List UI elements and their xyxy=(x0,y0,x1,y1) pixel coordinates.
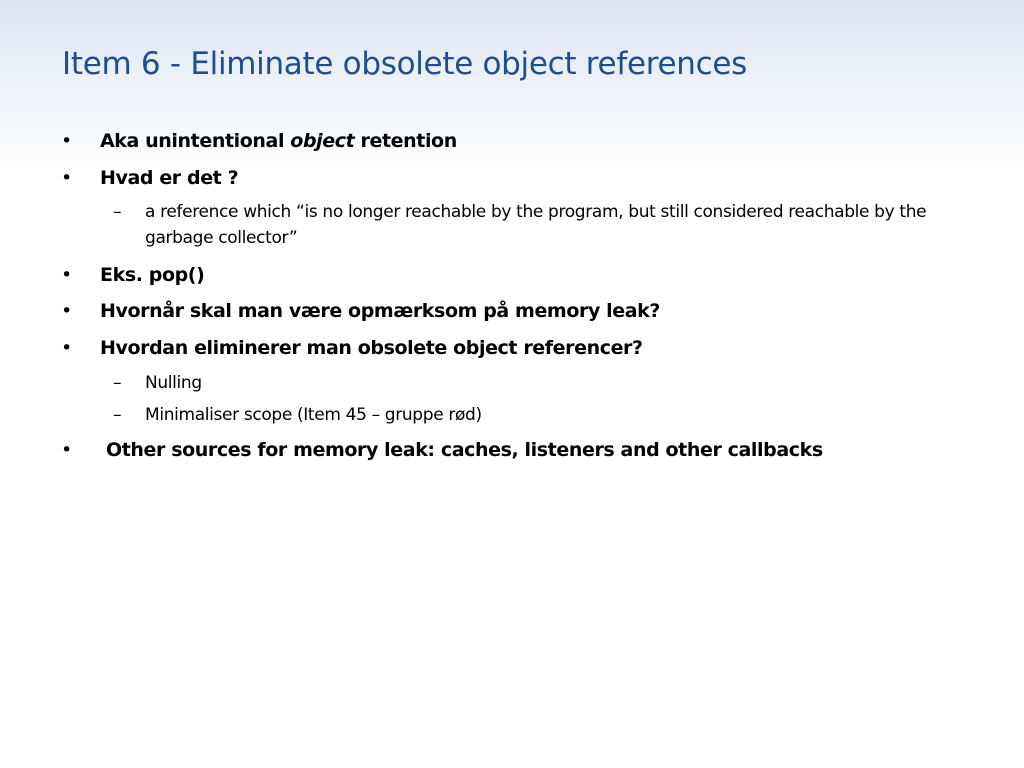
sub-bullet-text: a reference which “is no longer reachable by the program, but still considered reachable by the garbage collector” xyxy=(145,202,927,248)
bullet-text-part: Aka unintentional xyxy=(100,130,291,152)
sub-bullet-text: Minimaliser scope (Item 45 – gruppe rød) xyxy=(145,405,482,425)
bullet-icon: • xyxy=(61,130,73,152)
bullet-text: Eks. pop() xyxy=(100,264,205,286)
bullet-text: Hvad er det ? xyxy=(100,167,239,189)
dash-icon: – xyxy=(113,405,122,425)
bullet-icon: • xyxy=(61,300,73,322)
dash-icon: – xyxy=(113,373,122,393)
bullet-text-part: retention xyxy=(354,130,457,152)
bullet-icon: • xyxy=(61,337,73,359)
bullet-text: Other sources for memory leak: caches, listeners and other callbacks xyxy=(106,439,823,461)
bullet-icon: • xyxy=(61,167,73,189)
bullet-icon: • xyxy=(61,264,73,286)
bullet-text: Hvornår skal man være opmærksom på memory leak? xyxy=(100,300,661,322)
dash-icon: – xyxy=(113,202,122,222)
bullet-text: Hvordan eliminerer man obsolete object referencer? xyxy=(100,337,643,359)
emphasis-text: object xyxy=(290,130,355,152)
bullet-icon: • xyxy=(61,439,73,461)
slide-title: Item 6 - Eliminate obsolete object references xyxy=(62,46,747,82)
bullet-text xyxy=(100,128,980,154)
sub-bullet-text: Nulling xyxy=(145,373,202,393)
